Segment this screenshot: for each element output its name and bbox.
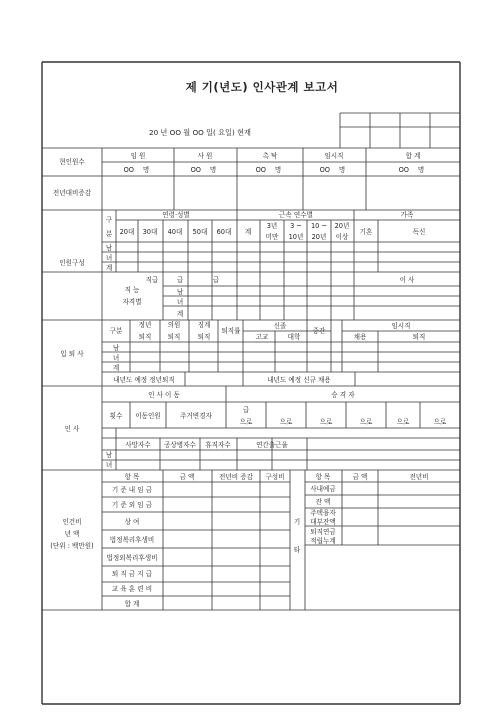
tenure-10to20-b: 20년 bbox=[311, 233, 327, 241]
grid-lines bbox=[42, 113, 460, 610]
labor-cost-label-2: 년 액 bbox=[64, 530, 80, 538]
composition-gu-1: 구 bbox=[105, 216, 113, 224]
accident-male: 남 bbox=[105, 451, 113, 459]
tenure-over20-b: 이상 bbox=[335, 233, 349, 241]
report-date: 20 년 OO 월 OO 일( 요일) 현재 bbox=[149, 128, 251, 137]
headcount-value-executive: OO bbox=[123, 166, 134, 174]
turnover-col-voluntary-a: 의원 bbox=[167, 321, 181, 329]
labor-col-ratio: 구성비 bbox=[265, 473, 285, 481]
turnover-col-newgrad: 신졸 bbox=[273, 322, 287, 330]
promotion-col-3: 으로 bbox=[359, 418, 373, 426]
other-label-2: 타 bbox=[293, 546, 301, 554]
turnover-col-midcareer: 중간 bbox=[312, 327, 326, 335]
grade-header-rank: 직급 bbox=[145, 276, 159, 284]
other-item-pension-a: 퇴직연금 bbox=[310, 528, 336, 536]
headcount-unit-executive: 명 bbox=[142, 166, 150, 174]
headcount-unit-contract: 명 bbox=[274, 166, 282, 174]
headcount-value-total: OO bbox=[398, 166, 409, 174]
accident-col-injured: 공상병자수 bbox=[164, 441, 196, 449]
labor-cost-label-1: 인건비 bbox=[62, 518, 82, 526]
headcount-value-temporary: OO bbox=[319, 166, 330, 174]
qualification-total: 계 bbox=[176, 310, 184, 318]
turnover-col-temp: 임시직 bbox=[391, 322, 411, 330]
family-single: 독신 bbox=[412, 228, 426, 236]
turnover-female: 녀 bbox=[112, 354, 120, 362]
headcount-col-executive: 임 원 bbox=[130, 152, 146, 160]
labor-item-total: 합 계 bbox=[124, 600, 140, 608]
other-col-item: 항 목 bbox=[315, 473, 331, 481]
turnover-col-dismiss-a: 징계 bbox=[197, 321, 211, 329]
headcount-col-staff: 사 원 bbox=[197, 152, 213, 160]
turnover-temp-leave: 퇴직 bbox=[412, 333, 426, 341]
page-title: 제 기(년도) 인사관계 보고서 bbox=[185, 80, 339, 94]
composition-male: 남 bbox=[105, 244, 113, 252]
labor-cost-label-3: (단위 : 백만원) bbox=[50, 542, 94, 550]
turnover-newgrad-hs: 고교 bbox=[255, 333, 269, 341]
tenure-3to10-b: 10년 bbox=[288, 233, 304, 241]
headcount-unit-total: 명 bbox=[417, 166, 425, 174]
turnover-temp-hire: 채용 bbox=[353, 333, 367, 341]
turnover-total: 계 bbox=[112, 364, 120, 372]
turnover-male: 남 bbox=[112, 344, 120, 352]
turnover-col-retire-b: 퇴직 bbox=[138, 333, 152, 341]
accident-female: 녀 bbox=[105, 461, 113, 469]
planned-retirement-label: 내년도 예정 정년퇴직 bbox=[113, 376, 175, 384]
turnover-col-rate: 퇴직률 bbox=[221, 327, 241, 335]
promotion-col-1: 으로 bbox=[279, 418, 293, 426]
labor-col-yoy: 전년비 증감 bbox=[219, 473, 253, 481]
turnover-col-category: 구분 bbox=[109, 327, 123, 335]
transfer-col-moved: 이동인원 bbox=[135, 412, 161, 420]
age-60s: 60대 bbox=[216, 228, 232, 236]
headcount-col-total: 합 계 bbox=[405, 152, 421, 160]
promotion-col-4: 으로 bbox=[396, 418, 410, 426]
headcount-unit-temporary: 명 bbox=[338, 166, 346, 174]
age-group-header: 연령·성별 bbox=[162, 211, 190, 219]
turnover-col-retire-a: 정년 bbox=[138, 321, 152, 329]
labor-item-severance: 퇴 직 금 지 급 bbox=[111, 570, 153, 578]
other-item-housing-b: 대부잔액 bbox=[310, 518, 336, 526]
tenure-under3-b: 미만 bbox=[265, 233, 279, 241]
other-col-yoy: 전년비 bbox=[409, 473, 429, 481]
tenure-under3-a: 3년 bbox=[266, 222, 278, 230]
accident-col-leave: 휴직자수 bbox=[205, 441, 231, 449]
composition-label: 인원구성 bbox=[59, 259, 85, 267]
headcount-col-temporary: 임시직 bbox=[324, 152, 344, 160]
qualification-section bbox=[122, 275, 415, 318]
headcount-label: 현인원수 bbox=[59, 158, 85, 166]
yoy-label: 전년대비증감 bbox=[52, 189, 92, 197]
other-item-deposit: 사내예금 bbox=[310, 485, 336, 493]
headcount-section bbox=[59, 151, 424, 174]
family-group-header: 가족 bbox=[400, 211, 414, 219]
qualification-male: 남 bbox=[176, 288, 184, 296]
form-border bbox=[42, 62, 460, 704]
turnover-col-voluntary-b: 퇴직 bbox=[167, 333, 181, 341]
transfer-col-relocated: 주거변경자 bbox=[180, 412, 212, 420]
transfer-col-count: 횟수 bbox=[109, 412, 123, 420]
tenure-group-header: 근속 연수별 bbox=[279, 211, 313, 219]
composition-section bbox=[59, 210, 425, 272]
other-item-housing-a: 주택융자 bbox=[310, 509, 336, 517]
headcount-col-contract: 촉 탁 bbox=[262, 152, 278, 160]
tenure-10to20-a: 10 ~ bbox=[310, 222, 328, 230]
headcount-value-contract: OO bbox=[255, 166, 266, 174]
other-col-amount: 금 액 bbox=[352, 473, 368, 481]
labor-item-bonus: 상 여 bbox=[124, 518, 140, 526]
turnover-newgrad-univ: 대학 bbox=[287, 333, 301, 341]
promotion-grade-top: 급 bbox=[242, 406, 250, 414]
labor-item-base-wage: 기 준 내 임 금 bbox=[111, 486, 153, 494]
qualification-label-1: 직 능 bbox=[124, 286, 140, 294]
age-20s: 20대 bbox=[119, 228, 135, 236]
labor-cost-section bbox=[50, 472, 428, 608]
grade-header-2: 급 bbox=[212, 276, 220, 284]
tenure-3to10-a: 3 ~ bbox=[290, 222, 302, 230]
labor-col-amount: 금 액 bbox=[179, 473, 195, 481]
labor-item-legal-welfare: 법정복리후생비 bbox=[109, 536, 155, 544]
planned-hiring-label: 내년도 예정 신규 채용 bbox=[267, 376, 331, 384]
personnel-label: 인 사 bbox=[64, 425, 80, 433]
grade-header-1: 급 bbox=[176, 276, 184, 284]
transfer-group-header: 인 사 이 동 bbox=[148, 391, 180, 399]
promotion-group-header: 승 격 자 bbox=[331, 391, 355, 399]
composition-total: 계 bbox=[105, 264, 113, 272]
promotion-grade-bottom: 으로 bbox=[239, 418, 253, 426]
composition-female: 녀 bbox=[105, 254, 113, 262]
turnover-col-dismiss-b: 퇴직 bbox=[197, 333, 211, 341]
age-40s: 40대 bbox=[167, 228, 183, 236]
other-label-1: 기 bbox=[293, 518, 301, 526]
age-total: 계 bbox=[244, 228, 252, 236]
headcount-unit-staff: 명 bbox=[209, 166, 217, 174]
qualification-label-2: 자격별 bbox=[122, 298, 142, 306]
labor-col-item: 항 목 bbox=[124, 473, 140, 481]
headcount-value-staff: OO bbox=[190, 166, 201, 174]
labor-item-extra-welfare: 법정외복리후생비 bbox=[106, 554, 158, 562]
accident-col-deaths: 사망자수 bbox=[125, 441, 151, 449]
director-header: 이 사 bbox=[399, 276, 415, 284]
other-item-balance: 잔 액 bbox=[315, 498, 331, 506]
turnover-label: 입 퇴 사 bbox=[60, 350, 84, 358]
other-item-pension-b: 적립누계 bbox=[310, 537, 336, 545]
promotion-col-2: 으로 bbox=[319, 418, 333, 426]
labor-item-extra-wage: 기 준 외 임 금 bbox=[111, 501, 153, 509]
qualification-female: 녀 bbox=[176, 298, 184, 306]
labor-item-training: 교 육 훈 련 비 bbox=[111, 585, 153, 593]
accident-col-attendance: 연간출근율 bbox=[256, 441, 288, 449]
age-50s: 50대 bbox=[192, 228, 208, 236]
age-30s: 30대 bbox=[142, 228, 158, 236]
promotion-col-5: 으로 bbox=[433, 418, 447, 426]
family-married: 기혼 bbox=[359, 228, 373, 236]
composition-gu-2: 분 bbox=[105, 230, 113, 238]
tenure-over20-a: 20년 bbox=[334, 222, 350, 230]
